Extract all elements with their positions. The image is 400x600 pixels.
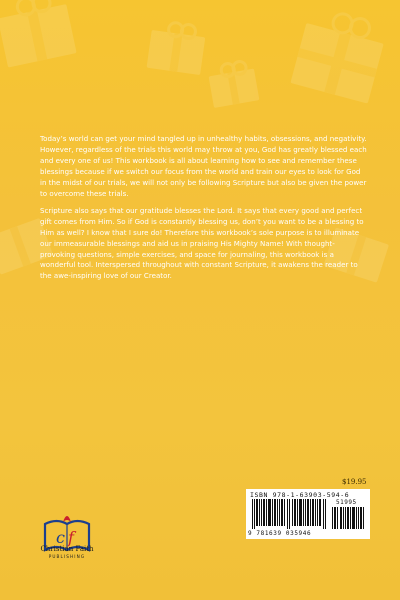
- addon-barcode-bars: [332, 507, 364, 529]
- gift-box-decoration: [290, 0, 400, 108]
- barcode-bars: [252, 499, 326, 529]
- gift-box-decoration: [206, 56, 263, 109]
- svg-text:f: f: [68, 528, 74, 547]
- book-description: [40, 134, 368, 288]
- description-paragraph-1: Today’s world can get your mind tangled up in unhealthy habits, obsessions, and negativity. However, regardless of the trials this world may throw at you, God has greatly blessed each and every one of us! This workbook is all about learning how to see and remember these blessings because if we switch our focus from the world and train our eyes to look for God in the midst of our trials, we will not only be following Scripture but also be given the power to overcome these trials.: [40, 134, 367, 198]
- ean-digits: 9 781639 035946: [248, 530, 312, 537]
- gift-box-decoration: [147, 16, 213, 74]
- isbn-barcode: [246, 489, 370, 539]
- isbn-label: ISBN 978-1-63903-594-6: [250, 491, 350, 499]
- price-label: $19.95: [342, 478, 367, 486]
- addon-digits: 51995: [336, 499, 357, 506]
- svg-text:c: c: [56, 528, 65, 547]
- publisher-subtitle: PUBLISHING: [48, 554, 86, 559]
- gift-box-decoration: [0, 0, 86, 68]
- publisher-name: Christian Faith: [40, 545, 94, 553]
- description-paragraph-2: Scripture also says that our gratitude blesses the Lord. It says that every good and perfect gift comes from Him. So if God is constantly blessing us, don’t you want to be a blessing to Him as well? I know that I sure do! Therefore this workbook’s sole purpose is to illuminate our immeasurable blessings and aid us in praising His Mighty Name! With thought-provoking questions, simple exercises, and space for journaling, this workbook is a wonderful tool. Interspersed throughout with constant Scripture, it awakens the reader to the awe-inspiring love of our Creator.: [40, 205, 364, 281]
